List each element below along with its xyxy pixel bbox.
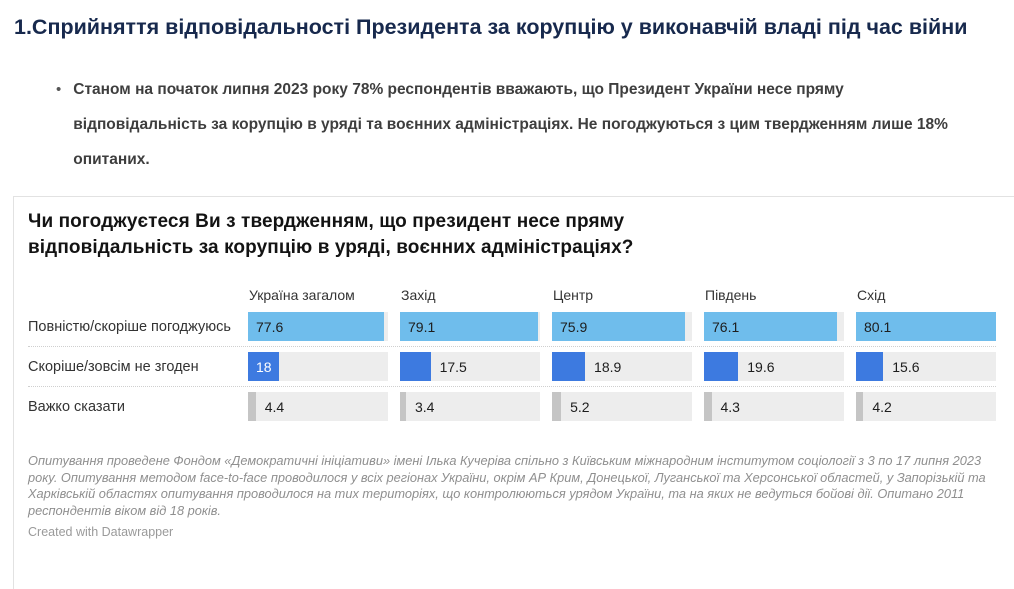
bar xyxy=(856,392,863,421)
bar xyxy=(400,352,431,381)
bullet-marker: • xyxy=(56,81,62,98)
bar xyxy=(704,312,837,341)
bar-value-label: 15.6 xyxy=(892,358,920,375)
bar-value-label: 3.4 xyxy=(414,398,435,415)
bar-track xyxy=(704,392,844,421)
bar xyxy=(704,352,738,381)
summary-list xyxy=(56,72,1014,177)
bar xyxy=(704,392,712,421)
bar-value-label: 4.3 xyxy=(720,398,740,415)
bar xyxy=(248,392,256,421)
datawrapper-credit: Created with Datawrapper xyxy=(28,525,174,539)
page-title: 1.Сприйняття відповідальності Президента за корупцію у виконавчій владі під час війни xyxy=(14,15,968,39)
table-row xyxy=(28,307,996,346)
bar xyxy=(248,312,384,341)
bar-value-label: 80.1 xyxy=(864,318,892,335)
column-header: Центр xyxy=(553,287,594,303)
bar-track xyxy=(704,312,844,341)
bar-track xyxy=(400,392,540,421)
bar-track xyxy=(856,392,996,421)
table-row xyxy=(28,386,996,426)
bar-value-label: 77.6 xyxy=(256,318,284,335)
bar xyxy=(248,352,279,381)
column-header-row xyxy=(28,287,996,307)
table-row xyxy=(28,346,996,386)
bar-value-label: 5.2 xyxy=(570,398,590,415)
bar-track xyxy=(400,352,540,381)
column-header: Схід xyxy=(857,287,886,303)
bar-track xyxy=(248,312,388,341)
column-header: Південь xyxy=(705,287,757,303)
bar-value-label: 79.1 xyxy=(408,318,436,335)
bar-value-label: 18 xyxy=(256,358,272,375)
bar xyxy=(400,312,538,341)
bar-value-label: 4.4 xyxy=(264,398,285,415)
chart-title: Чи погоджуєтеся Ви з твердженням, що президент несе пряму відповідальність за корупцію в уряді, воєнних адміністраціях? xyxy=(28,211,634,258)
bar-value-label: 75.9 xyxy=(560,318,588,335)
bar-value-label: 19.6 xyxy=(747,358,775,375)
bar-track xyxy=(704,352,844,381)
bar-track xyxy=(248,392,388,421)
bar-value-label: 76.1 xyxy=(712,318,740,335)
chart-table xyxy=(28,287,996,426)
bar xyxy=(856,312,996,341)
row-label: Скоріше/зовсім не згоден xyxy=(28,358,199,375)
bar xyxy=(552,392,561,421)
column-header: Захід xyxy=(401,287,436,303)
summary-text: Станом на початок липня 2023 року 78% респондентів вважають, що Президент України несе пряму відповідальність за корупцію в уряді та воєнних адміністраціях. Не погоджуються з цим твердженням лише 18% опитаних. xyxy=(73,81,948,168)
bar-track xyxy=(856,352,996,381)
bar-track xyxy=(400,312,540,341)
bar-value-label: 18.9 xyxy=(594,358,622,375)
row-label: Повністю/скоріше погоджуюсь xyxy=(28,318,231,335)
bar-value-label: 4.2 xyxy=(872,398,892,415)
bar-track xyxy=(552,352,692,381)
bar-value-label: 17.5 xyxy=(439,358,467,375)
row-label: Важко сказати xyxy=(28,398,125,415)
bar-track xyxy=(856,312,996,341)
chart-card xyxy=(13,196,1014,589)
bar-track xyxy=(248,352,388,381)
column-header: Україна загалом xyxy=(249,287,355,303)
bar xyxy=(400,392,406,421)
bar xyxy=(552,312,685,341)
bar-track xyxy=(552,392,692,421)
bar xyxy=(856,352,883,381)
bar xyxy=(552,352,585,381)
chart-footnote: Опитування проведене Фондом «Демократичні ініціативи» імені Ілька Кучеріва спільно з Київським міжнародним інститутом соціології з 3 по 17 липня 2023 року. Опитування методом face-to-face проводилося у всіх регіонах України, окрім АР Крим, Донецької, Луганської та Херсонської областей, у Запорізькій та Харківській областях опитування проводилося на тих територіях, що контролюються урядом України, та на яких не ведуться бойові дії. Опитано 2011 респондентів віком від 18 років. xyxy=(28,453,986,518)
bar-track xyxy=(552,312,692,341)
